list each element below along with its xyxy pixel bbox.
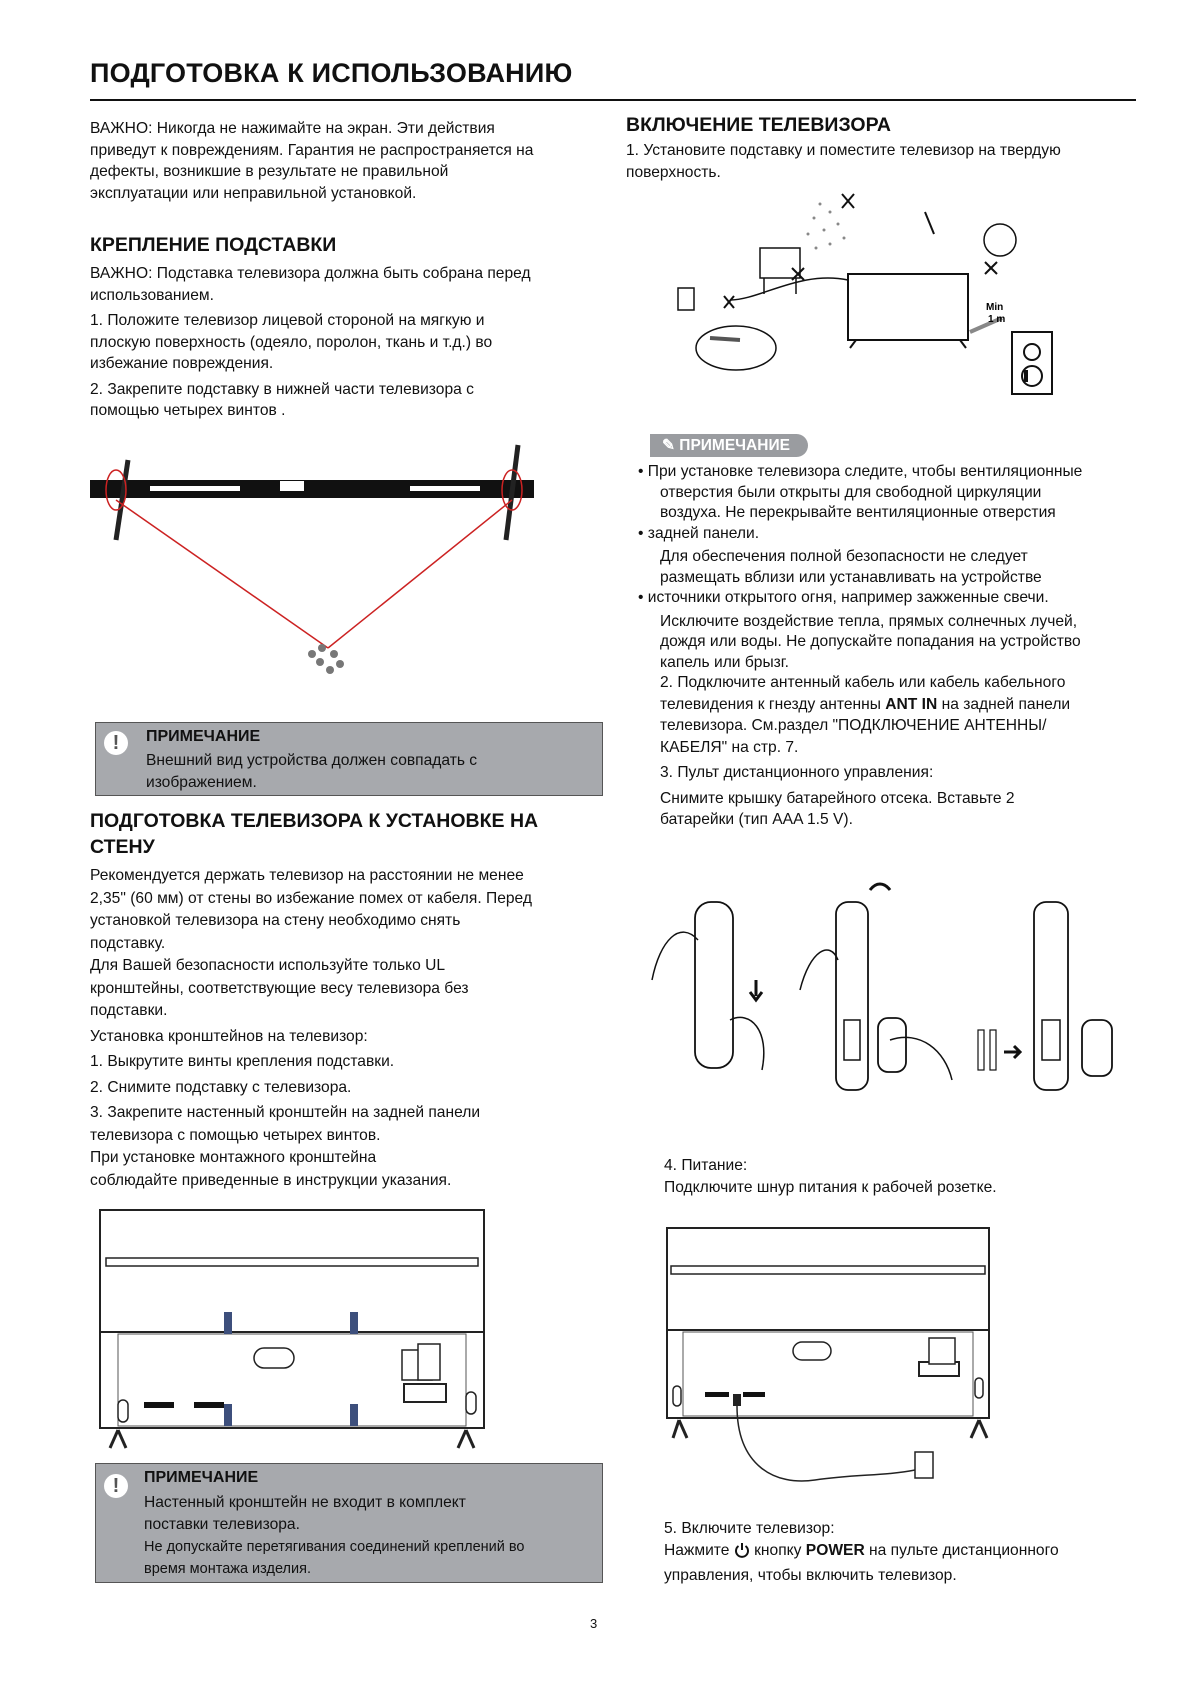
wall-text: Рекомендуется держать телевизор на расстоянии не менее 2,35" (60 мм) от стены во избежание помех от кабеля. Перед установкой телевизора на стену необходимо снять подставку. Для Вашей безопасности используйте только UL кронштейны, соответствующие весу телевизора без подставки. Установка кронштейнов на телевизор: 1. Выкрутите винты крепления подставки. 2. Снимите подставку с телевизора. 3. Закрепите настенный кронштейн на задней панели телевизора с помощью четырех винтов. При установке монтажного кронштейна соблюдайте приведенные в инструкции указания. [90, 867, 532, 1189]
exclamation-icon: ! [104, 1474, 128, 1498]
power-icon [734, 1542, 750, 1565]
note-text: Внешний вид устройства должен совпадать с изображением. [146, 752, 478, 791]
power-on-text: 1. Установите подставку и поместите телевизор на твердую поверхность. [626, 142, 1061, 181]
note-text: Настенный кронштейн не входит в комплект поставки телевизора. Не допускайте перетягивания соединений креплений во время монтажа изделия. [144, 1494, 525, 1577]
page-number: 3 [590, 1616, 598, 1631]
tv-power-illustration [665, 1226, 995, 1496]
power-on-heading: ВКЛЮЧЕНИЕ ТЕЛЕВИЗОРА [626, 114, 891, 136]
distance-label: 1 m [988, 314, 1006, 325]
note-pill: ✎ ПРИМЕЧАНИЕ [650, 434, 808, 457]
stand-illustration [90, 440, 550, 690]
note-title: ПРИМЕЧАНИЕ [146, 728, 261, 745]
step4-text: 4. Питание: Подключите шнур питания к рабочей розетке. [664, 1157, 997, 1196]
step5-text: 5. Включите телевизор: Нажмите кнопку POWER на пульте дистанционного управления, чтобы включить телевизор. [664, 1520, 1059, 1584]
note3-text: • При установке телевизора следите, чтобы вентиляционные отверстия были открыты для свободной циркуляции воздуха. Не перекрывайте вентиляционные отверстия • задней панели. Для обеспечения полной безопасности не следует размещать вблизи или устанавливать на устройстве • источники открытого огня, например зажженные свечи. Исключите воздействие тепла, прямых солнечных лучей, дождя или воды. Не допускайте попадания на устройство капель или брызг. [638, 463, 1083, 671]
min-label: Min [986, 302, 1004, 313]
note-box-1 [95, 722, 603, 796]
stand-text: ВАЖНО: Подставка телевизора должна быть собрана перед использованием. 1. Положите телевизор лицевой стороной на мягкую и плоскую поверхность (одеяло, поролон, ткань и т.д.) во избежание повреждения. 2. Закрепите подставку в нижней части телевизора с помощью четырех винтов . [90, 265, 531, 419]
title-rule [90, 99, 1136, 101]
tv-back-wall-illustration [98, 1208, 488, 1450]
remote-battery-illustration [650, 880, 1120, 1080]
placement-illustration [680, 190, 1060, 405]
stand-heading: КРЕПЛЕНИЕ ПОДСТАВКИ [90, 234, 337, 256]
note-box-2 [95, 1463, 603, 1583]
exclamation-icon: ! [104, 731, 128, 755]
page-title: ПОДГОТОВКА К ИСПОЛЬЗОВАНИЮ [90, 58, 573, 88]
step2-text: 2. Подключите антенный кабель или кабель кабельного телевидения к гнезду антенны ANT IN на задней панели телевизора. См.раздел "ПОДКЛЮЧЕНИЕ АНТЕННЫ/ КАБЕЛЯ" на стр. 7. 3. Пульт дистанционного управления: Снимите крышку батарейного отсека. Вставьте 2 батарейки (тип AAA 1.5 V). [660, 674, 1071, 828]
wall-heading: ПОДГОТОВКА ТЕЛЕВИЗОРА К УСТАНОВКЕ НА СТЕНУ [90, 810, 539, 858]
note-title: ПРИМЕЧАНИЕ [144, 1469, 259, 1486]
intro-text: ВАЖНО: Никогда не нажимайте на экран. Эти действия приведут к повреждениям. Гарантия не распространяется на дефекты, возникшие в результате не правильной эксплуатации или неправильной установкой. [90, 120, 534, 202]
note-icon: ✎ [662, 437, 680, 454]
